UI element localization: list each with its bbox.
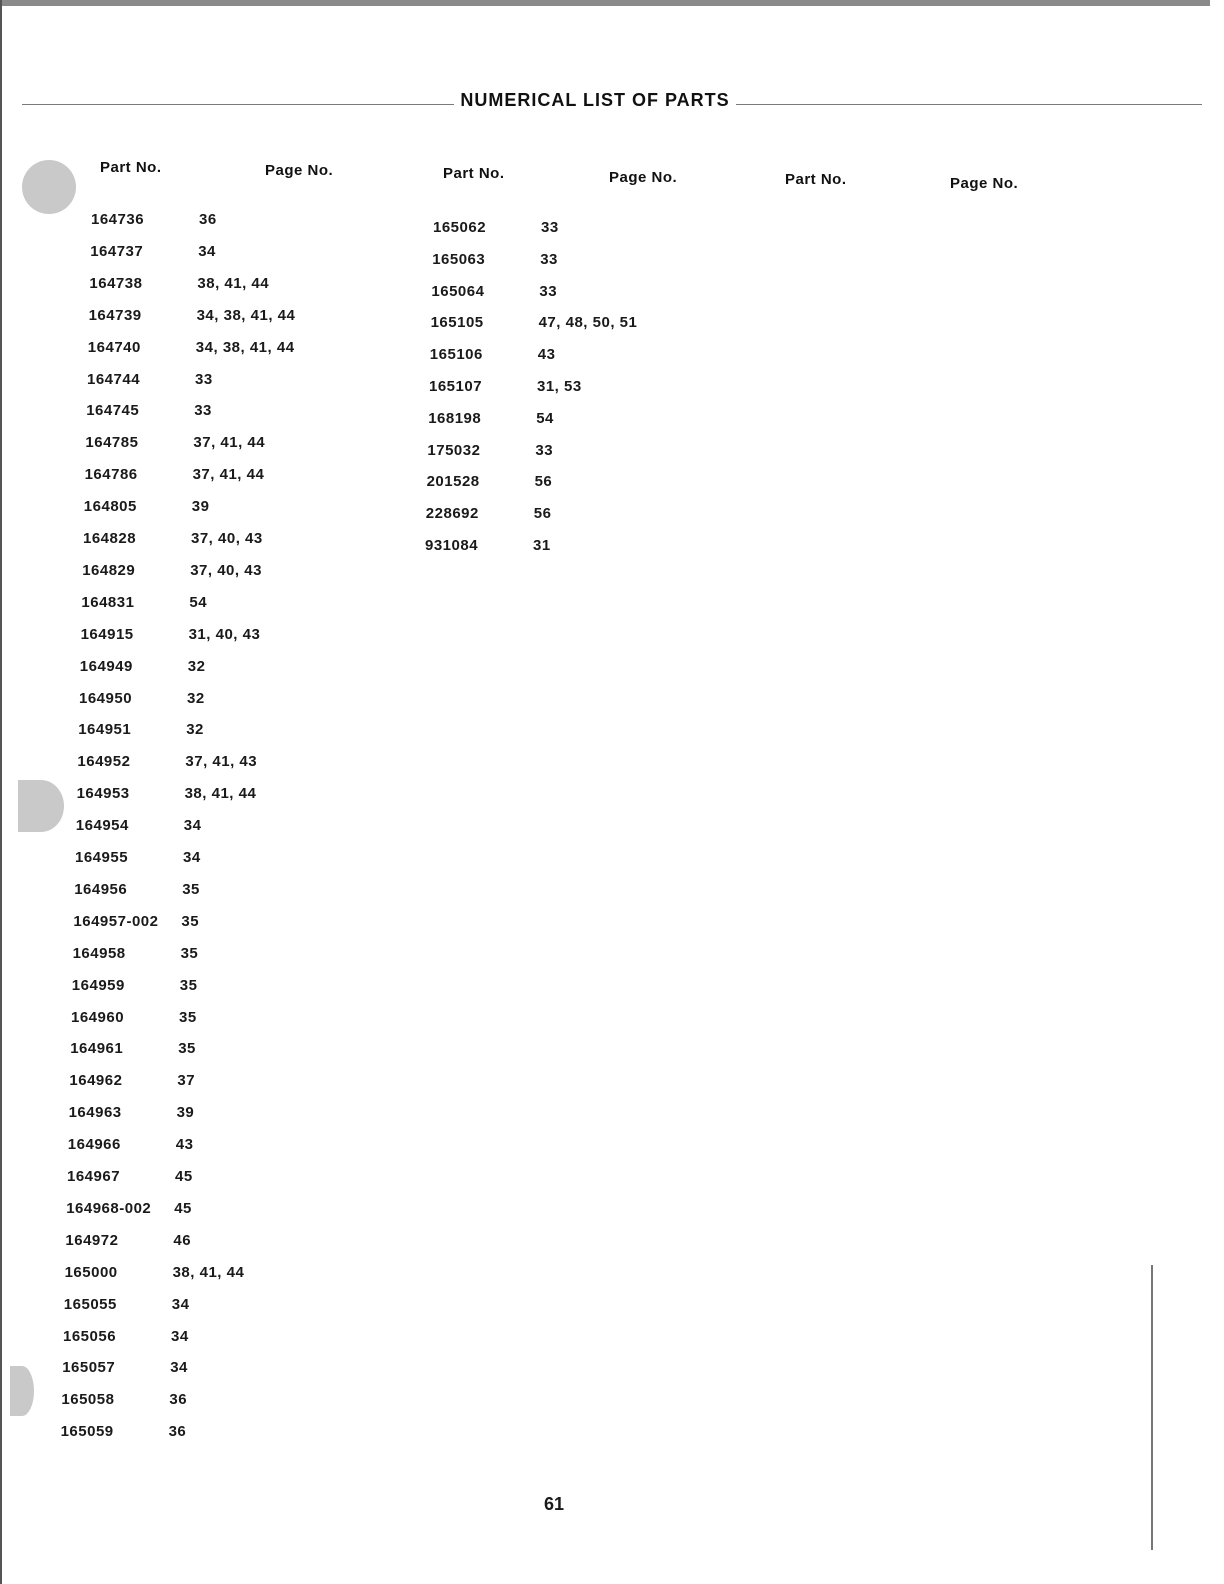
right-margin-line bbox=[1151, 1265, 1153, 1550]
page-numbers: 35 bbox=[179, 1008, 197, 1026]
page-numbers: 36 bbox=[168, 1423, 187, 1441]
part-number: 164959 bbox=[71, 976, 125, 994]
part-number: 165063 bbox=[432, 250, 486, 268]
part-number: 164805 bbox=[83, 498, 137, 516]
page-numbers: 43 bbox=[175, 1136, 194, 1154]
part-number: 165064 bbox=[431, 282, 485, 300]
page-numbers: 33 bbox=[539, 282, 558, 300]
part-number: 164736 bbox=[91, 211, 145, 228]
page-numbers: 43 bbox=[537, 346, 556, 364]
part-number: 164958 bbox=[72, 944, 126, 962]
page-numbers: 39 bbox=[176, 1104, 195, 1122]
page-numbers: 37, 40, 43 bbox=[191, 530, 263, 547]
page-numbers: 46 bbox=[173, 1231, 192, 1249]
left-border bbox=[0, 0, 2, 1584]
header-page-no-1: Page No. bbox=[265, 162, 334, 179]
part-number: 164785 bbox=[85, 434, 139, 452]
part-number: 164740 bbox=[87, 338, 141, 356]
page-title-text: NUMERICAL LIST OF PARTS bbox=[454, 90, 735, 110]
part-number: 201528 bbox=[426, 473, 480, 491]
page-numbers: 38, 41, 44 bbox=[184, 785, 257, 803]
part-number: 165058 bbox=[61, 1391, 115, 1409]
page-numbers: 35 bbox=[182, 880, 200, 898]
part-number: 164957-002 bbox=[73, 912, 159, 930]
page-numbers: 47, 48, 50, 51 bbox=[538, 314, 638, 332]
page-numbers: 34, 38, 41, 44 bbox=[196, 306, 296, 324]
part-number: 164786 bbox=[84, 466, 138, 484]
page-title bbox=[0, 90, 1190, 111]
page-numbers: 33 bbox=[540, 250, 558, 268]
punch-hole-bottom bbox=[10, 1366, 34, 1416]
part-number: 165000 bbox=[64, 1263, 118, 1281]
page-numbers: 45 bbox=[174, 1199, 192, 1217]
part-number: 164954 bbox=[75, 817, 129, 835]
part-number: 164829 bbox=[82, 561, 136, 579]
part-number: 165105 bbox=[430, 314, 484, 332]
page-numbers: 33 bbox=[194, 402, 212, 420]
page-numbers: 56 bbox=[533, 505, 552, 523]
page-numbers: 31, 40, 43 bbox=[188, 625, 261, 643]
part-number: 164831 bbox=[81, 593, 135, 611]
part-number: 164972 bbox=[65, 1231, 119, 1249]
part-number: 164952 bbox=[77, 753, 131, 771]
page-numbers: 38, 41, 44 bbox=[197, 274, 270, 292]
header-part-no-1: Part No. bbox=[100, 159, 162, 176]
page-numbers: 37, 41, 44 bbox=[193, 434, 266, 452]
page-numbers: 56 bbox=[534, 473, 553, 491]
part-number: 165055 bbox=[63, 1295, 117, 1313]
part-number: 165106 bbox=[429, 346, 483, 364]
part-number: 165059 bbox=[60, 1423, 114, 1441]
part-number: 164962 bbox=[69, 1072, 123, 1090]
part-number: 165057 bbox=[62, 1359, 116, 1377]
part-number: 164951 bbox=[78, 721, 132, 739]
page-numbers: 35 bbox=[178, 1040, 196, 1058]
page-numbers: 34 bbox=[170, 1359, 188, 1377]
page-numbers: 45 bbox=[175, 1168, 193, 1185]
part-number: 165107 bbox=[429, 378, 483, 395]
part-number: 164950 bbox=[79, 689, 133, 707]
top-border bbox=[0, 0, 1210, 6]
part-number: 164967 bbox=[67, 1168, 121, 1185]
part-number: 164737 bbox=[90, 242, 144, 260]
part-number: 165062 bbox=[433, 219, 487, 236]
page-numbers: 32 bbox=[187, 689, 205, 707]
page-numbers: 37, 41, 44 bbox=[192, 466, 265, 484]
part-number: 931084 bbox=[425, 537, 479, 554]
part-number: 228692 bbox=[425, 505, 479, 523]
page-numbers: 34 bbox=[183, 817, 202, 835]
page-numbers: 35 bbox=[179, 976, 198, 994]
part-number: 164915 bbox=[80, 625, 134, 643]
punch-hole-middle bbox=[18, 780, 64, 832]
part-number: 164966 bbox=[67, 1136, 121, 1154]
page-numbers: 31 bbox=[533, 537, 551, 554]
page-numbers: 35 bbox=[181, 912, 200, 930]
header-part-no-2: Part No. bbox=[443, 165, 505, 182]
page-numbers: 54 bbox=[189, 593, 208, 611]
page-numbers: 36 bbox=[169, 1391, 188, 1409]
part-number: 164953 bbox=[76, 785, 130, 803]
page-numbers: 34 bbox=[171, 1295, 190, 1313]
page-numbers: 32 bbox=[186, 721, 204, 739]
part-number: 165056 bbox=[63, 1327, 117, 1345]
part-number: 164955 bbox=[75, 849, 129, 866]
header-page-no-2: Page No. bbox=[609, 169, 678, 186]
part-number: 164963 bbox=[68, 1104, 122, 1122]
part-number: 164745 bbox=[86, 402, 140, 420]
part-number: 164739 bbox=[88, 306, 142, 324]
page-numbers: 54 bbox=[536, 409, 554, 427]
page-numbers: 35 bbox=[180, 944, 199, 962]
page-numbers: 33 bbox=[541, 219, 559, 236]
page-numbers: 34, 38, 41, 44 bbox=[195, 338, 295, 356]
page-numbers: 32 bbox=[187, 657, 206, 675]
page-numbers: 34 bbox=[183, 849, 201, 866]
part-number: 164738 bbox=[89, 274, 143, 292]
page-numbers: 37, 41, 43 bbox=[185, 753, 258, 771]
page-numbers: 34 bbox=[198, 242, 216, 260]
page-numbers: 31, 53 bbox=[537, 378, 582, 395]
page-numbers: 37, 40, 43 bbox=[190, 561, 262, 579]
header-page-no-3: Page No. bbox=[950, 175, 1019, 192]
part-number: 164949 bbox=[79, 657, 133, 675]
part-number: 164828 bbox=[83, 530, 137, 547]
part-number: 168198 bbox=[428, 409, 482, 427]
header-part-no-3: Part No. bbox=[785, 171, 847, 188]
page-numbers: 36 bbox=[199, 211, 217, 228]
page-number: 61 bbox=[543, 1494, 565, 1514]
page-numbers: 37 bbox=[177, 1072, 196, 1090]
page-numbers: 39 bbox=[191, 498, 210, 516]
part-number: 164968-002 bbox=[66, 1199, 152, 1217]
page-numbers: 33 bbox=[195, 370, 213, 388]
page-numbers: 33 bbox=[535, 441, 554, 459]
part-number: 175032 bbox=[427, 441, 481, 459]
punch-hole-top bbox=[22, 160, 76, 214]
part-number: 164960 bbox=[71, 1008, 125, 1026]
part-number: 164744 bbox=[87, 370, 141, 388]
part-number: 164961 bbox=[70, 1040, 124, 1058]
page-numbers: 38, 41, 44 bbox=[172, 1263, 245, 1281]
page-numbers: 34 bbox=[171, 1327, 189, 1345]
part-number: 164956 bbox=[74, 880, 128, 898]
